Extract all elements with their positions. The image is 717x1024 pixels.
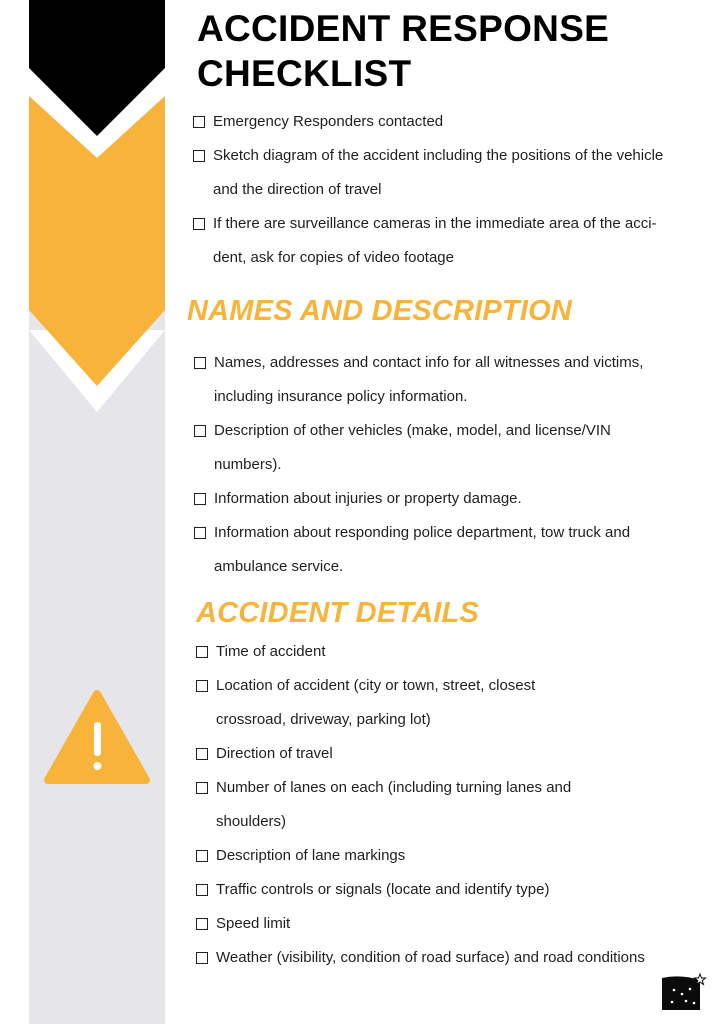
item-text: Information about responding police department, tow truck and bbox=[214, 524, 631, 541]
logo-icon bbox=[660, 972, 708, 1012]
item-text: Time of accident bbox=[216, 643, 326, 660]
checklist-item[interactable] bbox=[196, 737, 645, 771]
checkbox-icon[interactable] bbox=[196, 646, 208, 658]
sidebar-decoration bbox=[0, 0, 200, 1024]
checkbox-icon[interactable] bbox=[194, 493, 206, 505]
checkbox-icon[interactable] bbox=[196, 952, 208, 964]
item-text: shoulders) bbox=[216, 813, 287, 830]
item-text: Location of accident (city or town, street, closest bbox=[216, 677, 536, 694]
checklist-item[interactable] bbox=[193, 105, 663, 139]
details-section-heading: ACCIDENT DETAILS bbox=[196, 597, 479, 629]
checkbox-icon[interactable] bbox=[193, 116, 205, 128]
page-title bbox=[197, 6, 609, 96]
checkbox-icon[interactable] bbox=[193, 218, 205, 230]
checklist-item[interactable] bbox=[196, 635, 645, 669]
item-text: Weather (visibility, condition of road surface) and road conditions bbox=[216, 949, 645, 966]
item-text: Traffic controls or signals (locate and identify type) bbox=[216, 881, 550, 898]
checklist-item[interactable] bbox=[194, 414, 643, 482]
item-text: Number of lanes on each (including turning lanes and bbox=[216, 779, 572, 796]
checkbox-icon[interactable] bbox=[193, 150, 205, 162]
checkbox-icon[interactable] bbox=[194, 357, 206, 369]
checklist-item[interactable] bbox=[193, 207, 663, 275]
checklist-item[interactable] bbox=[196, 941, 645, 975]
checklist-item[interactable] bbox=[194, 516, 643, 584]
item-text: Speed limit bbox=[216, 915, 291, 932]
checklist-item[interactable] bbox=[196, 771, 645, 839]
checkbox-icon[interactable] bbox=[194, 425, 206, 437]
item-text: Description of other vehicles (make, model, and license/VIN bbox=[214, 422, 611, 439]
names-section-heading: NAMES AND DESCRIPTION bbox=[187, 295, 572, 327]
item-text: Description of lane markings bbox=[216, 847, 406, 864]
title-line: ACCIDENT RESPONSE bbox=[197, 8, 610, 49]
item-text: Emergency Responders contacted bbox=[213, 113, 444, 130]
checkbox-icon[interactable] bbox=[196, 782, 208, 794]
item-text: and the direction of travel bbox=[213, 181, 382, 198]
details-checklist bbox=[196, 635, 645, 975]
checklist-item[interactable] bbox=[194, 482, 643, 516]
checkbox-icon[interactable] bbox=[194, 527, 206, 539]
item-text: numbers). bbox=[214, 456, 282, 473]
intro-checklist bbox=[193, 105, 663, 275]
item-text: Names, addresses and contact info for all witnesses and victims, bbox=[214, 354, 644, 371]
checkbox-icon[interactable] bbox=[196, 884, 208, 896]
checkbox-icon[interactable] bbox=[196, 850, 208, 862]
checkbox-icon[interactable] bbox=[196, 680, 208, 692]
checklist-item[interactable] bbox=[196, 873, 645, 907]
item-text: Information about injuries or property damage. bbox=[214, 490, 522, 507]
checklist-item[interactable] bbox=[196, 839, 645, 873]
names-checklist bbox=[194, 346, 643, 584]
checklist-item[interactable] bbox=[193, 139, 663, 207]
item-text: If there are surveillance cameras in the immediate area of the acci- bbox=[213, 215, 657, 232]
item-text: including insurance policy information. bbox=[214, 388, 468, 405]
item-text: ambulance service. bbox=[214, 558, 344, 575]
item-text: crossroad, driveway, parking lot) bbox=[216, 711, 431, 728]
item-text: dent, ask for copies of video footage bbox=[213, 249, 454, 266]
checklist-item[interactable] bbox=[194, 346, 643, 414]
checklist-item[interactable] bbox=[196, 669, 645, 737]
checkbox-icon[interactable] bbox=[196, 748, 208, 760]
title-line: CHECKLIST bbox=[197, 53, 412, 94]
checklist-item[interactable] bbox=[196, 907, 645, 941]
item-text: Direction of travel bbox=[216, 745, 333, 762]
checkbox-icon[interactable] bbox=[196, 918, 208, 930]
item-text: Sketch diagram of the accident including the positions of the vehicle bbox=[213, 147, 664, 164]
